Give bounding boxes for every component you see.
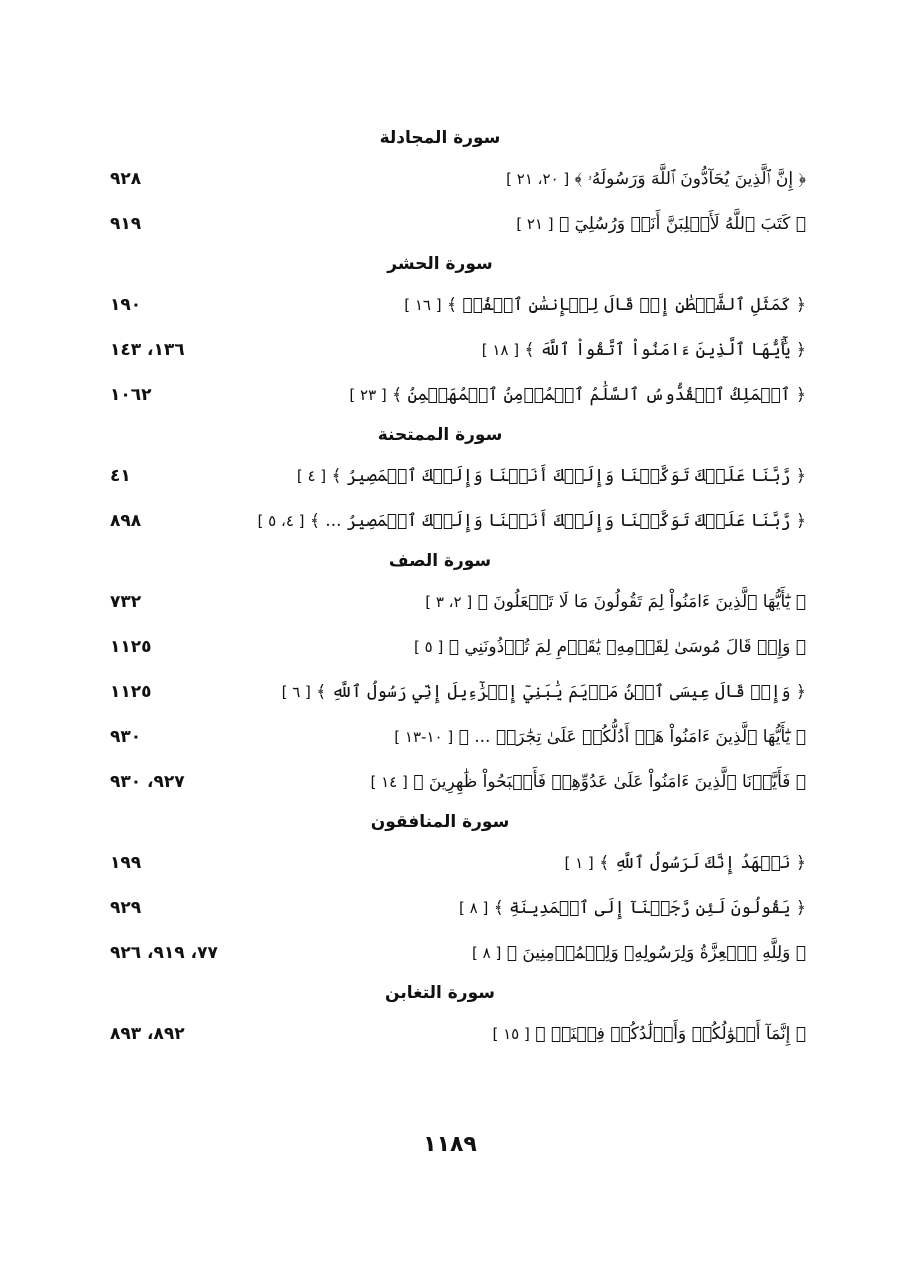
verse-number: [ ٢، ٣ ] — [425, 592, 473, 611]
index-entry — [110, 156, 810, 201]
verse-number: [ ٨ ] — [472, 943, 502, 962]
verse-text: ﴿ فَأَيَّدۡنَا ٱلَّذِينَ ءَامَنُواْ عَلَىٰ عَدُوِّهِمۡ فَأَصۡبَحُواْ ظَٰهِرِينَ ﴾ — [413, 771, 806, 792]
verse-number: [ ١٥ ] — [492, 1024, 530, 1043]
verse-line — [260, 592, 810, 612]
index-entry — [110, 885, 810, 930]
verse-index — [110, 120, 810, 1056]
verse-line — [260, 294, 810, 315]
surah-heading: سورة الصف — [388, 551, 492, 571]
verse-number: [ ١٦ ] — [404, 296, 442, 314]
index-entry — [110, 840, 810, 885]
verse-number: [ ٤ ] — [296, 467, 327, 485]
verse-line — [260, 384, 810, 405]
verse-number: [ ١ ] — [564, 854, 594, 872]
verse-text: ﴿ كَتَبَ ٱللَّهُ لَأَغۡلِبَنَّ أَنَا۠ وَرُسُلِيٓ ﴾ — [559, 213, 806, 234]
page-references: ٨٩٨ — [110, 510, 142, 531]
surah-heading: سورة التغابن — [385, 983, 495, 1003]
index-entry — [110, 282, 810, 327]
verse-text: ﴿ كَمَثَلِ ٱلشَّيۡطَٰنِ إِذۡ قَالَ لِلۡإِنسَٰنِ ٱكۡفُرۡ ﴾ — [447, 295, 806, 315]
verse-text: ﴿ رَّبَّنَا عَلَيۡكَ تَوَكَّلۡنَا وَإِلَيۡكَ أَنَبۡنَا وَإِلَيۡكَ ٱلۡمَصِيرُ ﴾ — [331, 466, 806, 486]
verse-text: ﴿ يَٰٓأَيُّهَا ٱلَّذِينَ ءَامَنُواْ ٱتَّقُواْ ٱللَّهَ ﴾ — [524, 340, 806, 360]
index-entry — [110, 498, 810, 543]
index-entry — [110, 759, 810, 804]
verse-text: ﴿ نَشۡهَدُ إِنَّكَ لَرَسُولُ ٱللَّهِ ﴾ — [599, 853, 806, 873]
verse-number: [ ٥ ] — [414, 637, 444, 656]
verse-text: ﴿ وَإِذۡ قَالَ مُوسَىٰ لِقَوۡمِهِۦ يَٰقَوۡمِ لِمَ تُؤۡذُونَنِي ﴾ — [448, 636, 806, 657]
verse-text: ﴿ يَٰٓأَيُّهَا ٱلَّذِينَ ءَامَنُواْ هَلۡ أَدُلُّكُمۡ عَلَىٰ تِجَٰرَةٖ ... ﴾ — [458, 726, 806, 747]
index-entry — [110, 1011, 810, 1056]
verse-line — [260, 465, 810, 486]
page-references: ٩٢٧، ٩٣٠ — [110, 771, 185, 792]
verse-text: ﴿ يَقُولُونَ لَئِن رَّجَعۡنَآ إِلَى ٱلۡمَدِينَةِ ﴾ — [493, 898, 806, 918]
page-references: ٧٣٢ — [110, 591, 142, 612]
verse-line — [260, 169, 810, 189]
verse-line — [260, 943, 810, 963]
index-entry — [110, 327, 810, 372]
verse-text: ﴿ إِنَّ ٱلَّذِينَ يُحَآدُّونَ ٱللَّهَ وَرَسُولَهُۥ ﴾ — [574, 168, 806, 189]
verse-line — [260, 681, 810, 702]
page-references: ١٩٠ — [110, 294, 142, 315]
verse-number: [ ٢١ ] — [516, 214, 554, 233]
verse-line — [260, 1024, 810, 1044]
page-number: ١١٨٩ — [423, 1132, 477, 1157]
verse-line — [258, 510, 810, 531]
index-entry — [110, 624, 810, 669]
page-references: ٩٣٠ — [110, 726, 142, 747]
index-entry — [110, 930, 810, 975]
page-references: ٧٧، ٩١٩، ٩٢٦ — [110, 942, 218, 963]
verse-text: ﴿ يَٰٓأَيُّهَا ٱلَّذِينَ ءَامَنُواْ لِمَ تَقُولُونَ مَا لَا تَفۡعَلُونَ ﴾ — [477, 591, 806, 612]
index-entry — [110, 372, 810, 417]
page-references: ٩١٩ — [110, 213, 142, 234]
surah-heading: سورة المجادلة — [379, 128, 501, 148]
index-entry — [110, 579, 810, 624]
index-entry — [110, 669, 810, 714]
page-references: ٩٢٩ — [110, 897, 142, 918]
verse-text: ﴿ وَلِلَّهِ ٱلۡعِزَّةُ وَلِرَسُولِهِۦ وَلِلۡمُؤۡمِنِينَ ﴾ — [506, 942, 806, 963]
page-references: ١١٢٥ — [110, 636, 152, 657]
page-references: ٤١ — [110, 465, 131, 486]
verse-line — [260, 897, 810, 918]
page-references: ١١٢٥ — [110, 681, 152, 702]
verse-number: [ ١٠-١٣ ] — [394, 727, 454, 746]
verse-line — [260, 214, 810, 234]
index-entry — [110, 453, 810, 498]
index-entry — [110, 714, 810, 759]
verse-number: [ ٢٠، ٢١ ] — [506, 169, 570, 188]
verse-number: [ ٨ ] — [458, 899, 489, 917]
verse-text: ﴿ رَّبَّنَا عَلَيۡكَ تَوَكَّلۡنَا وَإِلَيۡكَ أَنَبۡنَا وَإِلَيۡكَ ٱلۡمَصِيرُ ... ﴾ — [309, 511, 806, 531]
page-references: ١٠٦٢ — [110, 384, 152, 405]
verse-line — [260, 637, 810, 657]
verse-text: ﴿ ٱلۡمَلِكُ ٱلۡقُدُّوسُ ٱلسَّلَٰمُ ٱلۡمُؤۡمِنُ ٱلۡمُهَيۡمِنُ ﴾ — [392, 385, 806, 405]
verse-number: [ ٤، ٥ ] — [257, 512, 305, 530]
verse-text: ﴿ وَإِذۡ قَالَ عِيسَى ٱبۡنُ مَرۡيَمَ يَٰبَنِيٓ إِسۡرَٰٓءِيلَ إِنِّي رَسُولُ ٱللَّهِ ﴾ — [316, 682, 806, 702]
verse-number: [ ١٨ ] — [481, 341, 520, 359]
verse-number: [ ١٤ ] — [370, 772, 408, 791]
index-entry — [110, 201, 810, 246]
page-references: ١٣٦، ١٤٣ — [110, 339, 185, 360]
surah-heading: سورة المنافقون — [370, 812, 510, 832]
verse-line — [260, 772, 810, 792]
verse-number: [ ٢٣ ] — [349, 386, 387, 404]
verse-line — [260, 852, 810, 873]
page-references: ٨٩٢، ٨٩٣ — [110, 1023, 185, 1044]
page-references: ٩٢٨ — [110, 168, 142, 189]
verse-line — [260, 727, 810, 747]
verse-text: ﴿ إِنَّمَآ أَمۡوَٰلُكُمۡ وَأَوۡلَٰدُكُمۡ فِتۡنَةٞ ﴾ — [535, 1023, 806, 1044]
verse-line — [260, 339, 810, 360]
page-references: ١٩٩ — [110, 852, 142, 873]
verse-number: [ ٦ ] — [281, 683, 311, 701]
surah-heading: سورة الحشر — [387, 254, 493, 274]
surah-heading: سورة الممتحنة — [377, 425, 503, 445]
